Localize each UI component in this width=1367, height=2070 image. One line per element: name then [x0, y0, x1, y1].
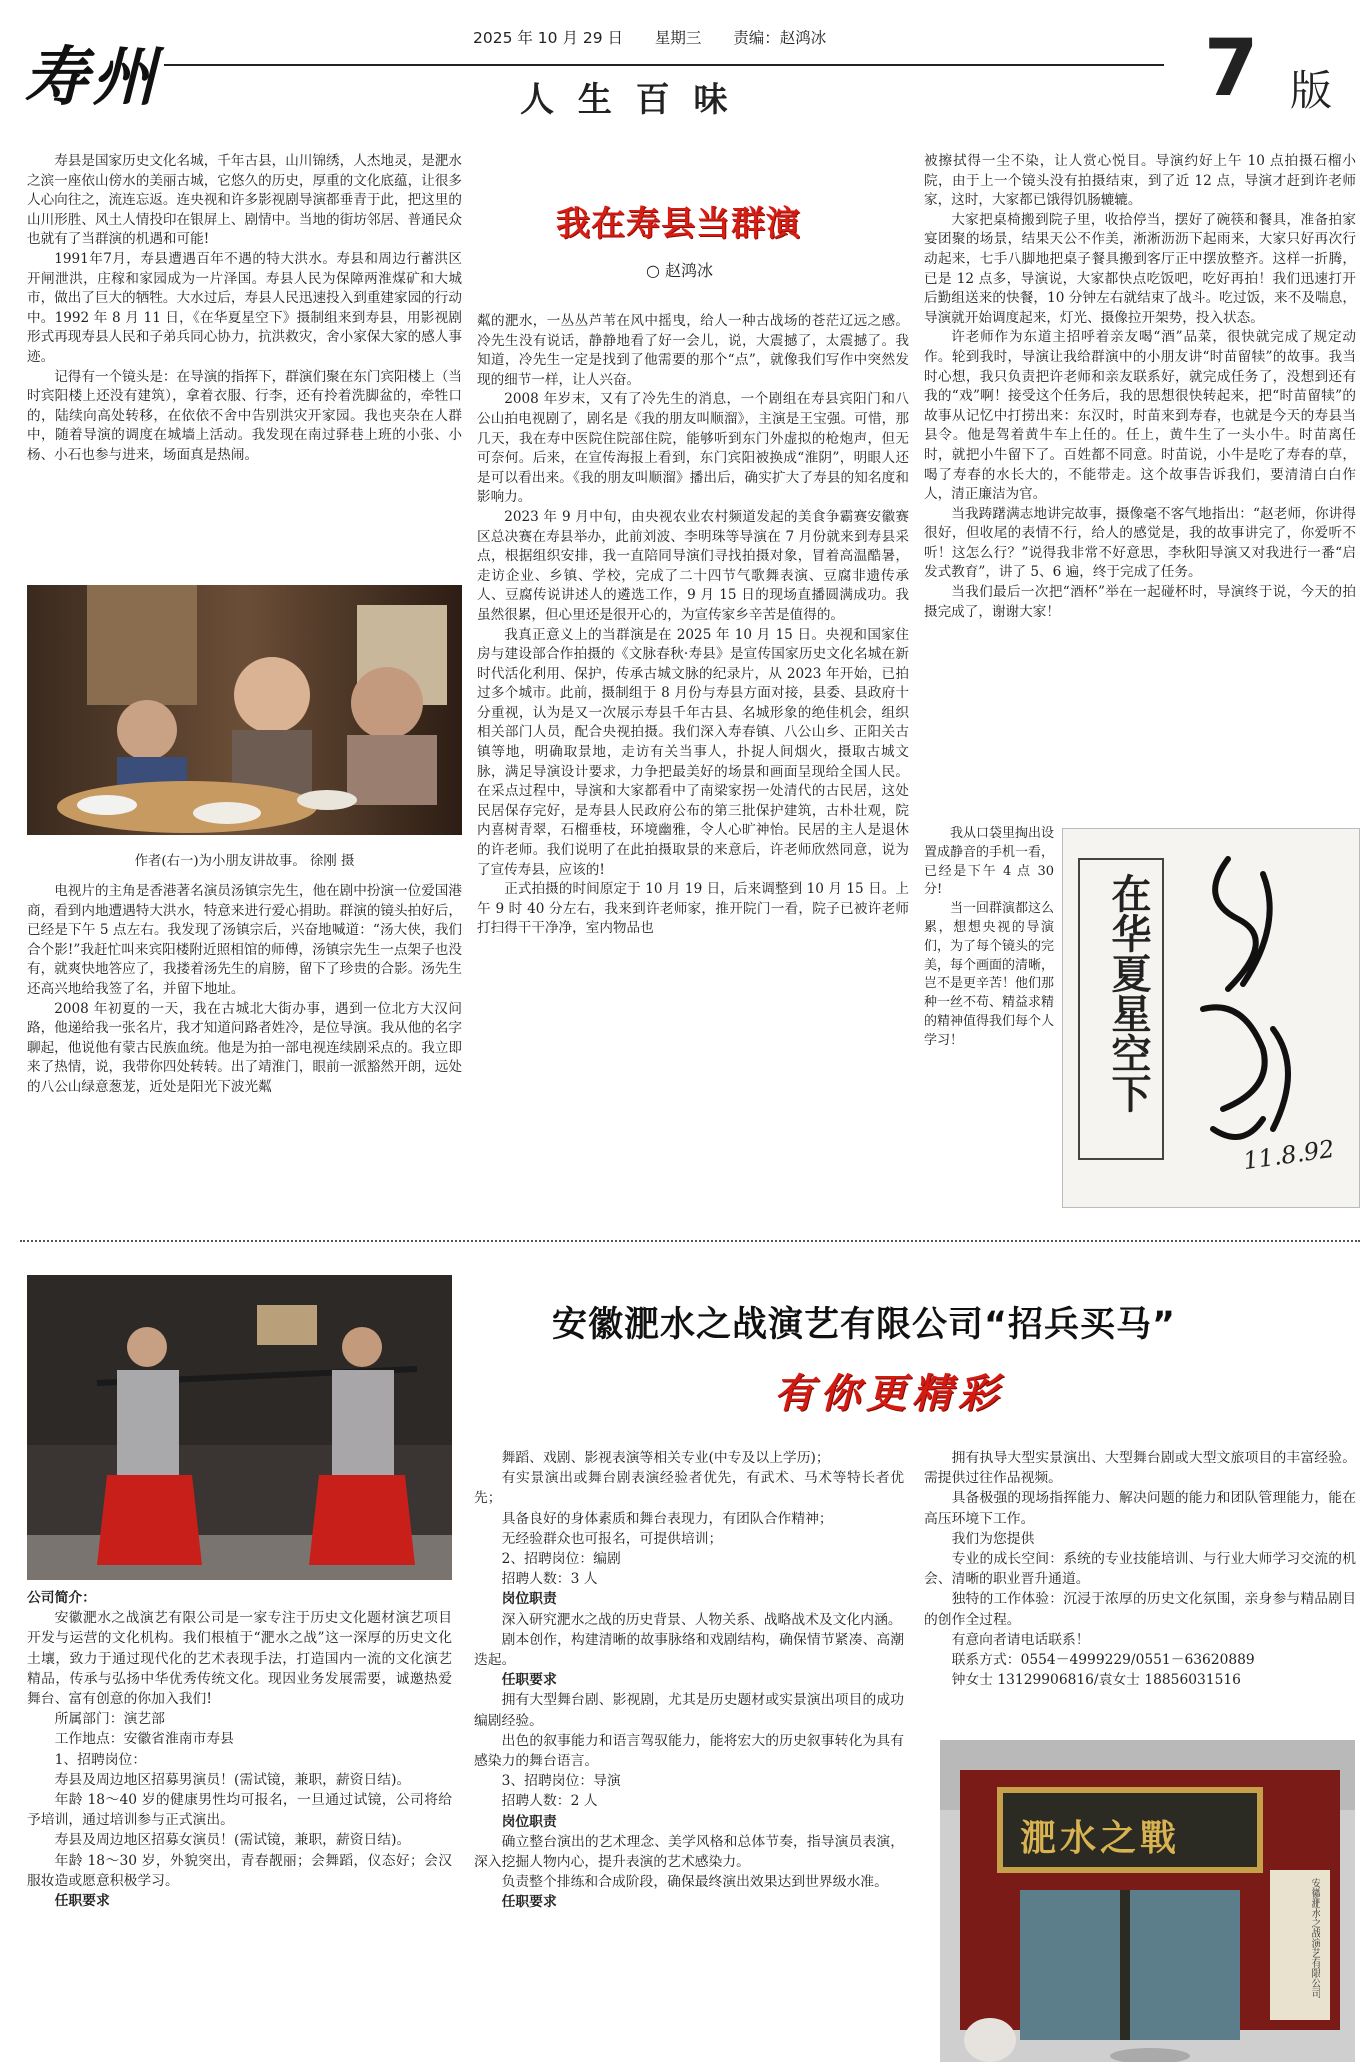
- paragraph: 所属部门：演艺部: [54, 1711, 165, 1728]
- paragraph: 专业的成长空间：系统的专业技能培训、与行业大师学习交流的机会、清晰的职业晋升通道。: [924, 1551, 1356, 1588]
- subheading: 岗位职责: [501, 1591, 557, 1608]
- paragraph: 当一回群演都这么累，想想央视的导演们，为了每个镜头的完美，每个画面的清晰，岂不是更辛苦！他们那种一丝不苟、精益求精的精神值得我们每个人学习！: [924, 901, 1055, 1048]
- autograph-signature: [1213, 869, 1283, 959]
- paragraph: 被擦拭得一尘不染，让人赏心悦目。导演约好上午 10 点拍摄石榴小院，由于上一个镜头没有拍摄结束，到了近 12 点，导演才赶到许老师家，这时，大家都已饿得饥肠辘辘。: [924, 153, 1356, 209]
- autograph-image: [1062, 828, 1360, 1208]
- subheading: 任职要求: [54, 1893, 110, 1910]
- paragraph: 无经验群众也可报名，可提供培训；: [501, 1530, 723, 1547]
- paragraph: 有实景演出或舞台剧表演经验者优先，有武术、马术等特长者优先；: [474, 1470, 904, 1507]
- paragraph: 2008 年岁末，又有了冷先生的消息，一个剧组在寿县宾阳门和八公山拍电视剧了，剧名是《我的朋友叫顺溜》，主演是王宝强。可惜，那几天，我在寿中医院住院部住院，能够听到东门外虚拟的枪炮声，但无可奈何。后来，在宣传海报上看到，东门宾阳被换成“淮阴”，明眼人还是可以看出来。《我的朋友叫顺溜》播出后，确实扩大了寿县的知名度和影响力。: [477, 391, 909, 506]
- article1-title: 我在寿县当群演: [556, 204, 801, 244]
- paragraph: 粼的淝水，一丛丛芦苇在风中摇曳，给人一种古战场的苍茫辽远之感。冷先生没有说话，静静地看了好一会儿，说，大震撼了，太震撼了。我知道，冷先生一定是找到了他需要的那个“点”，就像我们写作中突然发现的细节一样，让人兴奋。: [477, 313, 909, 388]
- paragraph: 我从口袋里掏出设置成静音的手机一看，已经是下午 4 点 30 分!: [924, 826, 1055, 898]
- paragraph: 工作地点：安徽省淮南市寿县: [54, 1731, 234, 1748]
- article1-byline: ○ 赵鸿冰: [646, 261, 714, 280]
- article2-photo-performers: [27, 1275, 452, 1580]
- paragraph: 招聘人数：2 人: [501, 1793, 598, 1810]
- weekday-text: 星期三: [654, 29, 702, 47]
- article1-photo-caption: 作者(右一)为小朋友讲故事。 徐刚 摄: [134, 854, 355, 869]
- paragraph: 负责整个排练和合成阶段，确保最终演出效果达到世界级水准。: [501, 1874, 888, 1891]
- article1-col1-top: [27, 152, 462, 466]
- masthead-logo: 寿州: [24, 40, 160, 115]
- paragraph: 当我们最后一次把“酒杯”举在一起碰杯时，导演终于说，今天的拍摄完成了，谢谢大家！: [924, 584, 1356, 620]
- autograph-title: 在华夏星空下: [1105, 873, 1151, 1113]
- paragraph: 许老师作为东道主招呼着亲友喝“酒”品菜，很快就完成了规定动作。轮到我时，导演让我给群演中的小朋友讲“时苗留犊”的故事。我当时心想，我只负责把许老师和亲友联系好，就完成任务了，没想到还有我的“戏”啊！接受这个任务后，我的思想很快转起来，把“时苗留犊”的故事从记忆中打捞出来：东汉时，时苗来到寿春，也就是今天的寿县当县令。他是驾着黄牛车上任的。任上，黄牛生了一头小牛。时苗离任时，就把小牛留下了。百姓都不同意。时苗说，小牛是吃了寿春的草，喝了寿春的水长大的，不能带走。这个故事告诉我们，要清清白白作人，清正廉洁为官。: [924, 329, 1356, 503]
- autograph-date: 11.8.92: [1241, 1134, 1337, 1176]
- subheading: 任职要求: [501, 1894, 557, 1911]
- article1-col3-narrow: [924, 825, 1054, 1051]
- intro-heading: 公司简介：: [27, 1590, 96, 1606]
- paragraph: 独特的工作体验：沉浸于浓厚的历史文化氛围，亲身参与精品剧目的创作全过程。: [924, 1591, 1356, 1628]
- masthead-rule: [164, 64, 1164, 66]
- page-label: 版: [1290, 66, 1333, 115]
- article2-col2: [474, 1448, 904, 1913]
- article2-col1: [27, 1588, 452, 1911]
- article2-photo-storefront: [940, 1740, 1355, 2062]
- article1-col2: [477, 312, 909, 939]
- paragraph: 舞蹈、戏剧、影视表演等相关专业(中专及以上学历)；: [501, 1450, 830, 1466]
- paragraph: 确立整台演出的艺术理念、美学风格和总体节奏，指导演员表演，深入挖掘人物内心，提升表演的艺术感染力。: [474, 1833, 904, 1871]
- paragraph: 记得有一个镜头是：在导演的指挥下，群演们聚在东门宾阳楼上（当时宾阳楼上还没有建筑），拿着衣服、行李，还有拎着洗脚盆的，牵牲口的，陆续向高处转移，在依依不舍中告别洪灾开家园。我也夹杂在人群中，随着导演的调度在城墙上活动。我发现在南过驿巷上班的小张、小杨、小石也参与进来，场面真是热闹。: [27, 368, 462, 463]
- paragraph: 有意向者请电话联系！: [951, 1631, 1090, 1648]
- paragraph: 正式拍摄的时间原定于 10 月 19 日，后来调整到 10 月 15 日。上午 9 时 40 分左右，我来到许老师家，推开院门一看，院子已被许老师打扫得干干净净，室内物品也: [477, 881, 909, 937]
- paragraph: 年龄 18～40 岁的健康男性均可报名，一旦通过试镜，公司将给予培训，通过培训参与正式演出。: [27, 1792, 452, 1829]
- article1-photo: [27, 585, 462, 835]
- paragraph: 深入研究淝水之战的历史背景、人物关系、战略战术及文化内涵。: [501, 1611, 902, 1628]
- paragraph: 寿县及周边地区招募女演员！(需试镜，兼职，薪资日结)。: [54, 1832, 411, 1849]
- page-number: 7: [1204, 24, 1259, 114]
- storefront-plaque-text: 淝水之戰: [1020, 1817, 1181, 1859]
- paragraph: 招聘人数：3 人: [501, 1571, 598, 1588]
- paragraph: 1、招聘岗位：: [54, 1751, 147, 1768]
- subheading: 任职要求: [501, 1672, 557, 1689]
- article2-col3: [924, 1448, 1356, 1690]
- contact-line: 联系方式：0554－4999229/0551－63620889: [951, 1652, 1255, 1669]
- section-title: 人 生 百 味: [520, 80, 734, 120]
- paragraph: 寿县及周边地区招募男演员！(需试镜，兼职，薪资日结)。: [54, 1771, 411, 1788]
- article2-title: 安徽淝水之战演艺有限公司“招兵买马”: [552, 1305, 1177, 1345]
- paragraph: 3、招聘岗位：导演: [501, 1773, 621, 1790]
- paragraph: 2023 年 9 月中旬，由央视农业农村频道发起的美食争霸赛安徽赛区总决赛在寿县举办，此前刘波、李明珠等导演在 7 月份就来到寿县采点，根据组织安排，我一直陪同导演们寻找拍摄对象，冒着高温酷暑，走访企业、乡镇、学校，完成了二十四节气歌舞表演、豆腐非遗传承人、豆腐传说讲述人的遴选工作，9 月 15 日的现场直播圆满成功。我虽然很累，但心里还是很开心的，为宣传家乡辛苦是值得的。: [477, 508, 909, 623]
- paragraph: 1991年7月，寿县遭遇百年不遇的特大洪水。寿县和周边行蓄洪区开闸泄洪，庄稼和家园成为一片泽国。寿县人民为保障两淮煤矿和大城市，做出了巨大的牺牲。大水过后，寿县人民迅速投入到重建家园的行动中。1992 年 8 月 11 日，《在华夏星空下》摄制组来到寿县，用影视剧形式再现寿县人民和子弟兵同心协力，抗洪救灾，舍小家保大家的感人事迹。: [27, 250, 462, 365]
- paragraph: 出色的叙事能力和语言驾驭能力，能将宏大的历史叙事转化为具有感染力的舞台语言。: [474, 1732, 904, 1770]
- article1-col3: [924, 152, 1356, 622]
- paragraph: 具备极强的现场指挥能力、解决问题的能力和团队管理能力，能在高压环境下工作。: [924, 1490, 1356, 1527]
- subheading: 岗位职责: [501, 1813, 557, 1830]
- section-divider: [20, 1240, 1360, 1242]
- paragraph: 安徽淝水之战演艺有限公司是一家专注于历史文化题材演艺项目开发与运营的文化机构。我们根植于“淝水之战”这一深厚的历史文化土壤，致力于通过现代化的艺术表现手法，打造国内一流的文化演艺精品，传承与弘扬中华优秀传统文化。现因业务发展需要，诚邀热爱舞台、富有创意的你加入我们!: [27, 1610, 452, 1708]
- paragraph: 具备良好的身体素质和舞台表现力，有团队合作精神；: [501, 1510, 833, 1527]
- paragraph: 我们为您提供: [951, 1530, 1035, 1547]
- editor-text: 责编：赵鸿冰: [733, 29, 827, 47]
- paragraph: 剧本创作，构建清晰的故事脉络和戏剧结构，确保情节紧凑、高潮迭起。: [474, 1631, 904, 1669]
- paragraph: 我真正意义上的当群演是在 2025 年 10 月 15 日。央视和国家住房与建设部合作拍摄的《文脉春秋·寿县》是宣传国家历史文化名城在新时代活化利用、保护，传承古城文脉的纪录片，从 2023 年开始，已拍过多个城市。此前，摄制组于 8 月份与寿县方面对接，县委、县政府十分重视，认为是又一次展示寿县千年古县、名城形象的绝佳机会，组织相关部门人员，配合央视拍摄。我们深入寿春镇、八公山乡、正阳关古镇等地，明确取景地，走访有关当事人，扑捉人间烟火，摄取古城文脉，满足导演设计要求，力争把最美好的场景和画面呈现给全国人民。在采点过程中，导演和大家都看中了南梁家拐一处清代的古民居，这处民居保存完好，是寿县人民政府公布的第三批保护建筑，古朴壮观，院内喜树青翠，石榴垂枝，环境幽雅，令人心旷神怡。民居的主人是退休的许老师。我们说明了在此拍摄取景的来意后，许老师欣然同意，说为了宣传寿县，应该的!: [477, 626, 909, 878]
- paragraph: 电视片的主角是香港著名演员汤镇宗先生，他在剧中扮演一位爱国港商，看到内地遭遇特大洪水，特意来进行爱心捐助。群演的镜头拍好后，已经是下午 5 点左右。我发现了汤镇宗后，兴奋地喊道：“汤大侠，我们合个影!”我赶忙叫来宾阳楼附近照相馆的师傅，汤镇宗先生一点架子也没有，就爽快地答应了，我搂着汤先生的肩膀，留下了珍贵的合影。汤先生还高兴地给我签了名，并留下地址。: [27, 883, 462, 997]
- paragraph: 2、招聘岗位：编剧: [501, 1551, 621, 1568]
- paragraph: 年龄 18～30 岁，外貌突出，青春靓丽；会舞蹈，仪态好；会汉服妆造或愿意积极学习。: [27, 1852, 452, 1889]
- paragraph: 当我踌躇满志地讲完故事，摄像毫不客气地指出：“赵老师，你讲得很好，但收尾的表情不行，给人的感觉是，我的故事讲完了，你爱听不听！这怎么行？”说得我非常不好意思，李秋阳导演又对我进行一番“启发式教育”，讲了 5、6 遍，终于完成了任务。: [924, 505, 1356, 581]
- date-text: 2025 年 10 月 29 日: [473, 29, 624, 47]
- masthead-date: [473, 26, 826, 48]
- contact-line: 钟女士 13129906816/袁女士 18856031516: [951, 1672, 1241, 1689]
- paragraph: 拥有执导大型实景演出、大型舞台剧或大型文旅项目的丰富经验。需提供过往作品视频。: [924, 1450, 1356, 1487]
- paragraph: 拥有大型舞台剧、影视剧，尤其是历史题材或实景演出项目的成功编剧经验。: [474, 1692, 904, 1729]
- storefront-side-sign: 安徽淝水之战演艺有限公司: [1309, 1878, 1320, 1998]
- paragraph: 2008 年初夏的一天，我在古城北大街办事，遇到一位北方大汉问路，他递给我一张名片，我才知道问路者姓冷，是位导演。我从他的名字聊起，他说他有蒙古民族血统。他是为拍一部电视连续剧采点的。我立即来了热情，说，我带你四处转转。出了靖淮门，眼前一派豁然开朗，远处的八公山绿意葱茏，近处是阳光下波光粼: [27, 1000, 462, 1095]
- article2-subtitle: 有你更精彩: [774, 1370, 1004, 1417]
- article1-col1-bottom: [27, 882, 462, 1098]
- paragraph: 寿县是国家历史文化名城，千年古县，山川锦绣，人杰地灵，是淝水之滨一座依山傍水的美丽古城，它悠久的历史，厚重的文化底蕴，让很多人心向往之，流连忘返。连央视和许多影视剧导演都垂青于此，把这里的山川形胜、风土人情投印在银屏上、剧情中。当地的街坊邻居、普通民众也就有了当群演的机遇和可能!: [27, 153, 462, 248]
- paragraph: 大家把桌椅搬到院子里，收拾停当，摆好了碗筷和餐具，准备拍家宴团聚的场景，结果天公不作美，淅淅沥沥下起雨来，大家只好再次行动起来，七手八脚地把桌子餐具搬到客厅正中摆放整齐。这样一折腾，已是 12 点多，导演说，大家都快点吃饭吧，吃好再拍！我们迅速打开后勤组送来的快餐，10 分钟左右就结束了战斗。吃过饭，来不及喘息，导演就开始调度起来，灯光、摄像拉开架势，投入状态。: [924, 211, 1356, 326]
